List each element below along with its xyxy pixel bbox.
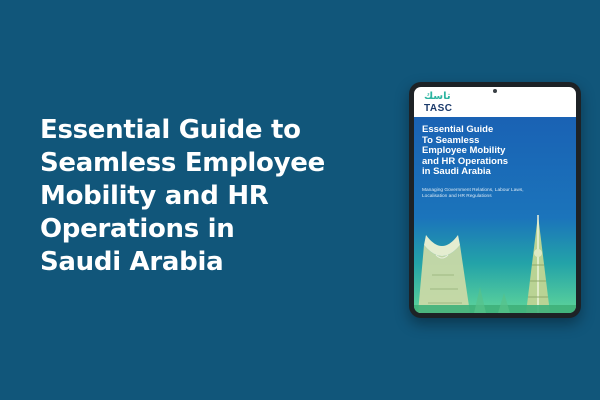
- cover-title-line: Employee Mobility: [422, 145, 506, 156]
- logo-arabic-text: تاسك: [424, 91, 451, 102]
- logo-latin-text: TASC: [424, 103, 453, 114]
- cover-title: [422, 125, 572, 178]
- headline-line: Mobility and HR: [40, 181, 269, 211]
- cover-title-line: and HR Operations: [422, 155, 509, 167]
- headline: [40, 114, 380, 279]
- cover-title-line: To Seamless: [422, 134, 480, 146]
- headline-line: Saudi Arabia: [40, 247, 224, 277]
- cover-subtitle-line: Localisation and HR Regulations: [422, 194, 492, 199]
- headline-line: Operations in: [40, 214, 235, 244]
- cover-subtitle: [422, 188, 572, 200]
- skyline-illustration: [414, 205, 576, 313]
- cover-subtitle-line: Managing Government Relations, Labour Laws,: [422, 188, 524, 193]
- ground-strip: [414, 305, 576, 313]
- camera-dot: [493, 89, 497, 93]
- small-building: [498, 293, 510, 313]
- tablet-mockup: [409, 82, 581, 318]
- cover-title-line: Essential Guide: [422, 124, 494, 135]
- headline-line: Essential Guide to: [40, 115, 301, 145]
- headline-line: Seamless Employee: [40, 148, 325, 178]
- small-building: [474, 287, 486, 313]
- kingdom-tower-illustration: [418, 235, 470, 313]
- cover-title-line: in Saudi Arabia: [422, 166, 491, 177]
- faisaliyah-tower-illustration: [526, 215, 550, 313]
- ebook-cover: [414, 87, 576, 313]
- tasc-logo: [422, 91, 462, 115]
